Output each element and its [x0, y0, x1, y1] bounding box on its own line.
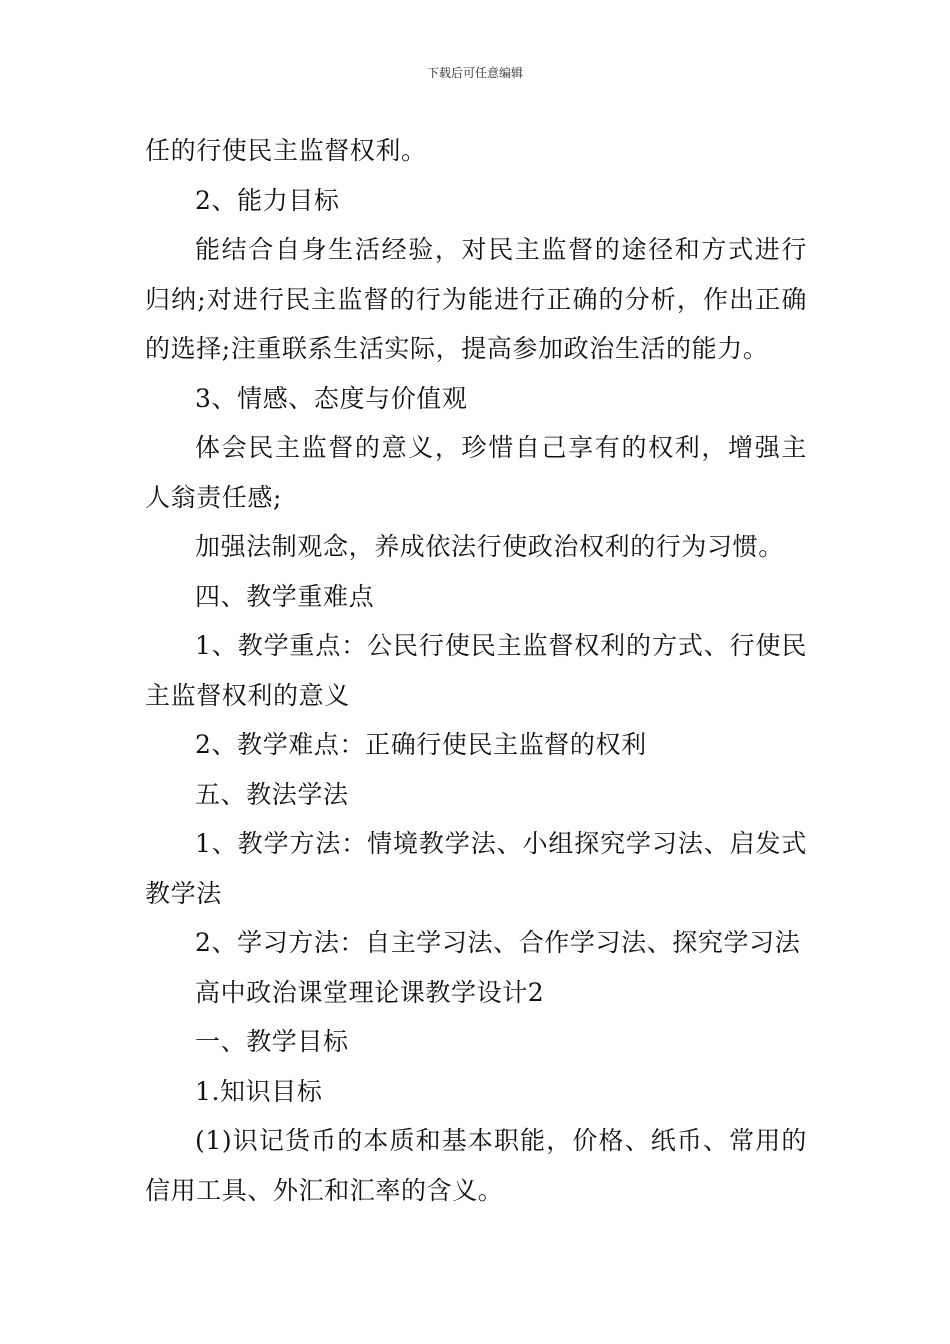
paragraph: 2、学习方法：自主学习法、合作学习法、探究学习法 [195, 928, 801, 957]
paragraph: 1、教学重点：公民行使民主监督权利的方式、行使民主监督权利的意义 [145, 631, 807, 710]
paragraph: 1、教学方法：情境教学法、小组探究学习法、启发式教学法 [145, 829, 807, 908]
header-note: 下载后可任意编辑 [426, 66, 523, 80]
section-heading: 四、教学重难点 [195, 581, 375, 611]
section-heading: 3、情感、态度与价值观 [195, 383, 468, 413]
paragraph: 能结合自身生活经验，对民主监督的途径和方式进行归纳;对进行民主监督的行为能进行正确的分析，作出正确的选择;注重联系生活实际，提高参加政治生活的能力。 [145, 235, 807, 363]
section-heading: 2、能力目标 [195, 185, 340, 215]
section-heading: 1.知识目标 [195, 1076, 323, 1106]
paragraph: 体会民主监督的意义，珍惜自己享有的权利，增强主人翁责任感; [145, 433, 807, 512]
paragraph: 加强法制观念，养成依法行使政治权利的行为习惯。 [195, 532, 784, 561]
page-header [0, 66, 950, 80]
document-title: 高中政治课堂理论课教学设计2 [195, 977, 545, 1007]
paragraph: 任的行使民主监督权利。 [145, 136, 427, 165]
paragraph: (1)识记货币的本质和基本职能，价格、纸币、常用的信用工具、外汇和汇率的含义。 [145, 1126, 807, 1205]
document-body [145, 126, 807, 1215]
paragraph: 2、教学难点：正确行使民主监督的权利 [195, 730, 647, 759]
section-heading: 五、教法学法 [195, 779, 349, 809]
section-heading: 一、教学目标 [195, 1027, 349, 1056]
